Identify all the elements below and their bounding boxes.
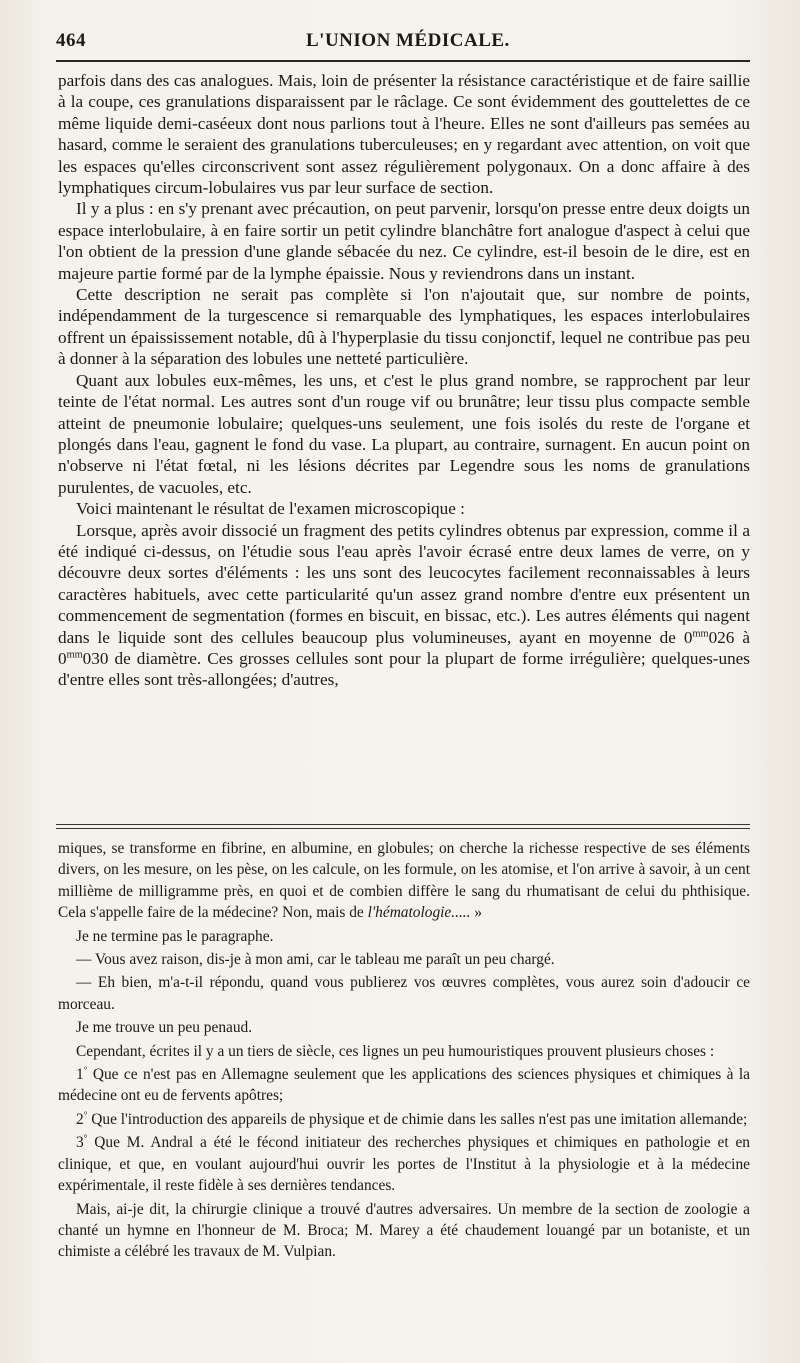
footnote-part: miques, se transforme en fibrine, en albumine, en globules; on cherche la richesse respective de ses éléments divers, on les mesure, on les pèse, on les calcule, on les formule, on les atomise, et l'on arrive à savoir, à un cent millième de milligramme près, en quoi et de combien diffère le sang du rhumatisant de celui du phthisique. Cela s'appelle faire de la médecine? Non, mais de (58, 840, 750, 922)
list-text: Que l'introduction des appareils de physique et de chimie dans les salles n'est pas une imitation allemande; (87, 1110, 748, 1128)
main-text (58, 70, 750, 691)
footnote-italic: l'hématologie..... (367, 904, 471, 922)
ordinal-mark: ° (83, 1064, 88, 1075)
list-number: 2 (76, 1110, 84, 1128)
footnote-paragraph: Cependant, écrites il y a un tiers de siècle, ces lignes un peu humouristiques prouvent plusieurs choses : (76, 1042, 715, 1060)
page-header (56, 30, 756, 56)
list-number: 1 (76, 1066, 84, 1084)
main-paragraph: Voici maintenant le résultat de l'examen microscopique : (76, 499, 465, 519)
main-paragraph: Il y a plus : en s'y prenant avec précaution, on peut parvenir, lorsqu'on presse entre deux doigts un espace interlobulaire, à en faire sortir un petit cylindre blanchâtre fort analogue d'aspect à celui que l'on obtient de la pression d'une glande sébacée du nez. Ce cylindre, est-il besoin de le dire, est en majeure partie formé par de la lymphe épaissie. Nous y reviendrons dans un instant. (58, 199, 750, 283)
ordinal-mark: ° (83, 1109, 88, 1120)
footnote-paragraph: Mais, ai-je dit, la chirurgie clinique a trouvé d'autres adversaires. Un membre de la section de zoologie a chanté un hymne en l'honneur de M. Broca; M. Marey a été chaudement louangé par un botaniste, et un chimiste a célébré les travaux de M. Vulpian. (58, 1200, 750, 1261)
header-rule (56, 60, 750, 62)
unit-superscript: mm (692, 627, 709, 639)
footnote-list-item (58, 1064, 750, 1107)
footnote-text (58, 838, 750, 1263)
footnote-separator (56, 824, 750, 829)
footnote-part: » (470, 904, 483, 922)
list-text: Que ce n'est pas en Allemagne seulement que les applications des sciences physiques et chimiques à la médecine ont eu de fervents apôtres; (58, 1066, 750, 1105)
footnote-paragraph: Je me trouve un peu penaud. (76, 1019, 253, 1037)
footnote-paragraph: Je ne termine pas le paragraphe. (76, 927, 274, 945)
footnote-list-item (58, 1132, 750, 1196)
list-text: Que M. Andral a été le fécond initiateur des recherches physiques et chimiques en pathologie et en clinique, et que, en voulant aujourd'hui ouvrir les portes de l'Institut à la physiologie et à la médecine expérimentale, il reste fidèle à ses dernières tendances. (58, 1134, 750, 1195)
main-paragraph: Cette description ne serait pas complète si l'on n'ajoutait que, sur nombre de points, indépendamment de la turgescence si remarquable des lymphatiques, les espaces interlobulaires offrent un épaississement notable, dû à l'hyperplasie du tissu conjonctif, lequel ne contribue pas peu à donner à la séparation des lobules une netteté particulière. (58, 285, 750, 369)
main-paragraph-part: Lorsque, après avoir dissocié un fragment des petits cylindres obtenus par expression, comme il a été indiqué ci-dessus, on l'étudie sous l'eau après l'avoir écrasé entre deux lames de verre, on y découvre deux sortes d'éléments : les uns sont des leucocytes facilement reconnaissables à leurs caractères habituels, avec cette particularité qu'un assez grand nombre d'entre eux présentent un commencement de segmentation (formes en biscuit, en bissac, etc.). Les autres éléments qui nagent dans le liquide sont des cellules beaucoup plus volumineuses, ayant en moyenne de 0 (58, 520, 750, 647)
footnote-paragraph (58, 838, 750, 924)
main-paragraph (58, 520, 750, 691)
footnote-list-item (58, 1109, 750, 1130)
main-paragraph-part: 026 à 0 (58, 627, 750, 668)
page-number: 464 (56, 30, 86, 51)
footnote-paragraph: — Vous avez raison, dis-je à mon ami, car le tableau me paraît un peu chargé. (76, 951, 555, 969)
unit-superscript: mm (66, 649, 83, 661)
main-paragraph: parfois dans des cas analogues. Mais, loin de présenter la résistance caractéristique et de faire saillie à la coupe, ces granulations disparaissent par le râclage. Ce sont évidemment des gouttelettes de ce même liquide demi-caséeux dont nous parlions tout à l'heure. Elles ne sont d'ailleurs pas semées au hasard, comme le seraient des granulations tuberculeuses; en y regardant avec attention, on voit que les espaces qu'elles circonscrivent sont assez régulièrement polygonaux. On a donc affaire à des lymphatiques circum-lobulaires vus par leur surface de section. (58, 71, 750, 198)
main-paragraph: Quant aux lobules eux-mêmes, les uns, et c'est le plus grand nombre, se rapprochent par leur teinte de l'état normal. Les autres sont d'un rouge vif ou brunâtre; leur tissu plus compacte semble atteint de pneumonie lobulaire; quelques-uns seulement, une fois isolés du reste de l'organe et plongés dans l'eau, gagnent le fond du vase. La plupart, au contraire, surnagent. En aucun point on n'observe ni l'état fœtal, ni les lésions décrites par Legendre sous les noms de granulations purulentes, de vacuoles, etc. (58, 370, 750, 497)
list-number: 3 (76, 1134, 84, 1152)
ordinal-mark: ° (83, 1133, 88, 1144)
main-paragraph-part: 030 de diamètre. Ces grosses cellules sont pour la plupart de forme irrégulière; quelques-unes d'entre elles sont très-allongées; d'autres, (58, 648, 750, 690)
running-head: L'UNION MÉDICALE. (306, 30, 510, 51)
footnote-paragraph: — Eh bien, m'a-t-il répondu, quand vous publierez vos œuvres complètes, vous aurez soin d'adoucir ce morceau. (58, 974, 750, 1013)
